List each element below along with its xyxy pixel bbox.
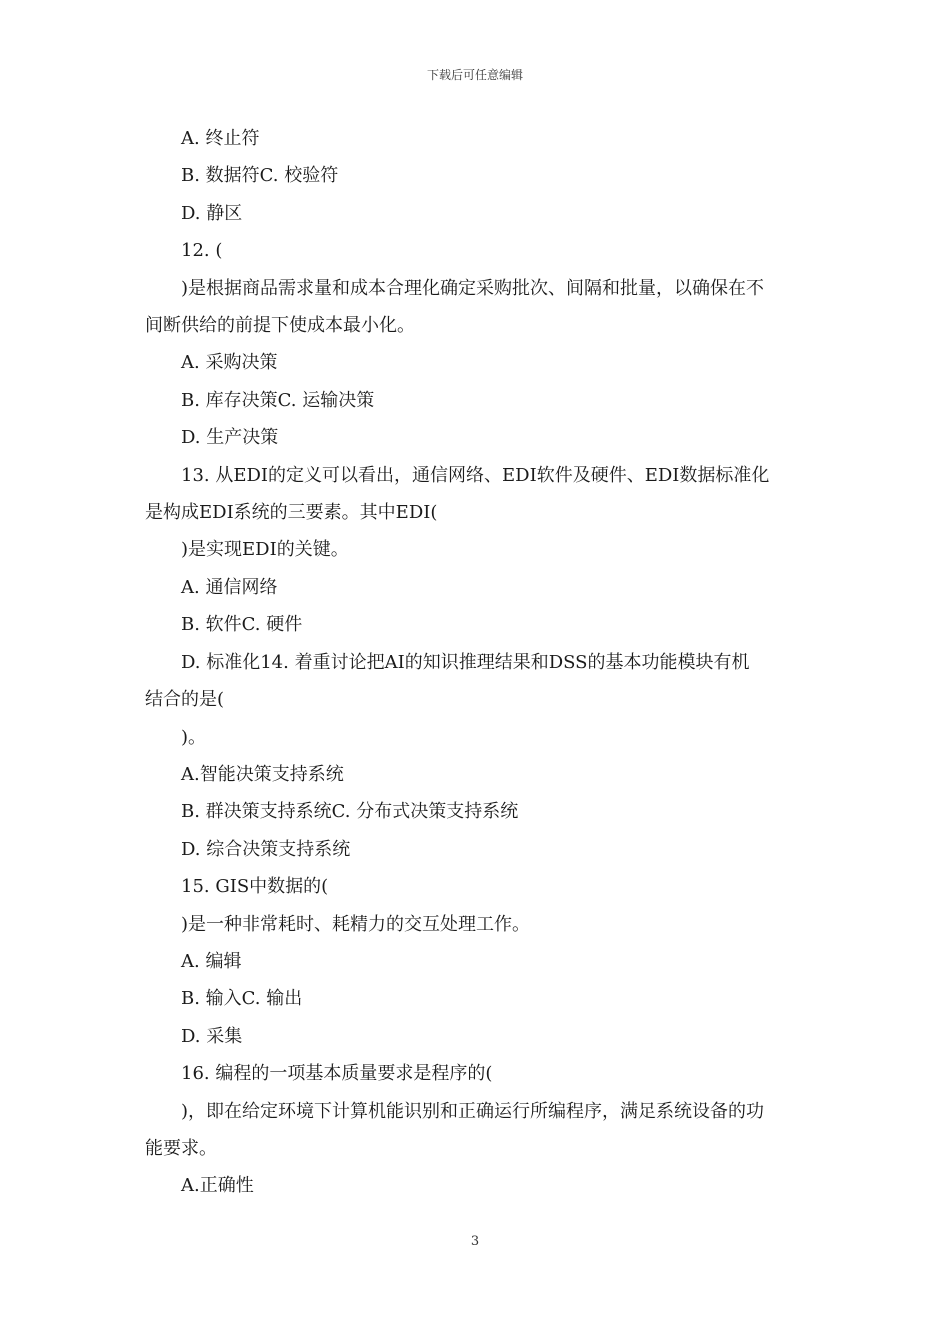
text-line: A. 通信网络 [181, 576, 278, 598]
text-line: 16. 编程的一项基本质量要求是程序的( [181, 1063, 493, 1085]
text-line: 12. ( [181, 240, 223, 262]
text-line: D. 综合决策支持系统 [181, 838, 351, 860]
text-line: B. 库存决策C. 运输决策 [181, 389, 375, 411]
text-line: D. 生产决策 [181, 427, 279, 449]
text-line: 结合的是( [145, 689, 225, 711]
text-line: A.正确性 [181, 1175, 254, 1197]
text-line: B. 软件C. 硬件 [181, 614, 303, 636]
text-line: A. 终止符 [181, 128, 260, 149]
text-line: )。 [181, 726, 207, 748]
page-header: 下载后可任意编辑 [426, 68, 523, 82]
text-line: B. 群决策支持系统C. 分布式决策支持系统 [181, 801, 519, 823]
page-number: 3 [470, 1234, 480, 1249]
text-line: )，即在给定环境下计算机能识别和正确运行所编程序，满足系统设备的功 [181, 1100, 765, 1122]
text-line: )是实现EDI的关键。 [181, 539, 349, 561]
text-line: 能要求。 [145, 1137, 217, 1159]
text-line: 间断供给的前提下使成本最小化。 [145, 315, 415, 337]
text-line: 是构成EDI系统的三要素。其中EDI( [145, 502, 438, 524]
text-line: 13. 从EDI的定义可以看出，通信网络、EDI软件及硬件、EDI数据标准化 [181, 464, 770, 486]
text-line: )是根据商品需求量和成本合理化确定采购批次、间隔和批量，以确保在不 [181, 277, 765, 299]
text-line: A. 采购决策 [181, 352, 278, 374]
text-line: D. 标准化14. 着重讨论把AI的知识推理结果和DSS的基本功能模块有机 [181, 651, 750, 673]
text-line: B. 输入C. 输出 [181, 988, 303, 1010]
text-line: D. 采集 [181, 1025, 243, 1047]
text-line: A.智能决策支持系统 [181, 763, 344, 785]
text-line: )是一种非常耗时、耗精力的交互处理工作。 [181, 913, 531, 935]
text-line: A. 编辑 [181, 950, 242, 972]
text-line: B. 数据符C. 校验符 [181, 165, 339, 187]
document-body [145, 120, 810, 1205]
text-line: 15. GIS中数据的( [181, 876, 329, 898]
text-line: D. 静区 [181, 202, 243, 224]
